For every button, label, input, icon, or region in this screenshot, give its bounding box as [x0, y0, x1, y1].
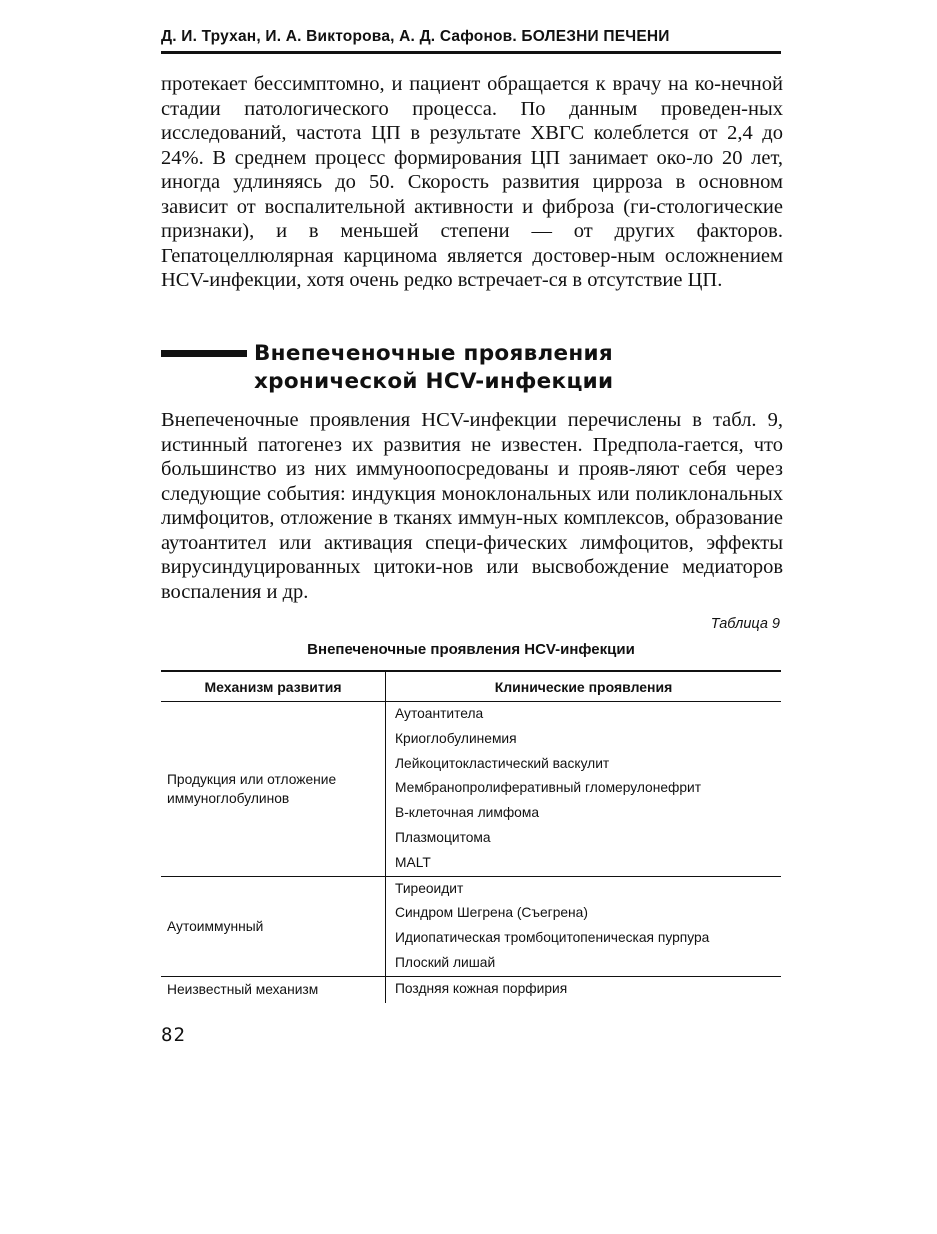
mechanism-cell: Неизвестный механизм — [161, 976, 386, 1003]
table-row — [161, 976, 781, 1003]
table-header-row — [161, 671, 781, 702]
table-row — [161, 876, 781, 976]
page-number: 82 — [161, 1024, 186, 1046]
header-rule — [161, 51, 781, 54]
manifestation-item: Идиопатическая тромбоцитопеническая пурпура — [395, 930, 710, 946]
header-mechanism: Механизм развития — [161, 671, 386, 702]
manifestations-table — [161, 670, 781, 1003]
table-caption: Внепеченочные проявления HCV-инфекции — [307, 641, 635, 658]
manifestation-item: Синдром Шегрена (Съегрена) — [395, 905, 588, 921]
manifestation-item: Поздняя кожная порфирия — [395, 980, 568, 996]
paragraph-1: протекает бессимптомно, и пациент обращается к врачу на ко-нечной стадии патологического процесса. По данным проведен-ных исследований, частота ЦП в результате ХВГС колеблется от 2,4 до 24%. В среднем процесс формирования ЦП занимает око-ло 20 лет, иногда удлиняясь до 50. Скорость развития цирроза в основном зависит от воспалительной активности и фиброза (ги-стологические признаки), и в меньшей степени — от других факторов. Гепатоцеллюлярная карцинома является достовер-ным осложнением HCV-инфекции, хотя очень редко встречает-ся в отсутствие ЦП. — [161, 73, 783, 291]
header-manifestations: Клинические проявления — [386, 671, 782, 702]
paragraph-2: Внепеченочные проявления HCV-инфекции перечислены в табл. 9, истинный патогенез их развития не известен. Предпола-гается, что большинство из них иммуноопосредованы и прояв-ляют себя через следующие события: индукция моноклональных или поликлональных лимфоцитов, отложение в тканях иммун-ных комплексов, образование аутоантител или активация специ-фических лимфоцитов, эффекты вирусиндуцированных цитоки-нов или высвобождение медиаторов воспаления и др. — [161, 409, 783, 603]
manifestation-item: Тиреоидит — [395, 880, 464, 896]
mechanism-cell: Продукция или отложение иммуноглобулинов — [161, 702, 386, 877]
manifestation-item: В-клеточная лимфома — [395, 805, 539, 821]
section-title — [254, 340, 774, 396]
manifestation-item: MALT — [395, 854, 431, 870]
manifestation-item: Плоский лишай — [395, 954, 496, 970]
running-head: Д. И. Трухан, И. А. Викторова, А. Д. Сафонов. БОЛЕЗНИ ПЕЧЕНИ — [161, 28, 670, 45]
table-row — [161, 702, 781, 877]
table-label: Таблица 9 — [710, 616, 780, 632]
manifestation-item: Криоглобулинемия — [395, 730, 517, 746]
manifestations-cell — [386, 976, 782, 1003]
manifestation-item: Плазмоцитома — [395, 829, 491, 845]
manifestation-item: Мембранопролиферативный гломерулонефрит — [395, 780, 702, 796]
manifestation-item: Лейкоцитокластический васкулит — [395, 755, 610, 771]
section-title-line-2: хронической HCV-инфекции — [254, 369, 614, 394]
mechanism-cell: Аутоиммунный — [161, 876, 386, 976]
section-title-line-1: Внепеченочные проявления — [254, 341, 614, 366]
section-marker-bar — [161, 350, 247, 357]
manifestations-cell — [386, 702, 782, 877]
manifestations-cell — [386, 876, 782, 976]
manifestation-item: Аутоантитела — [395, 706, 484, 721]
